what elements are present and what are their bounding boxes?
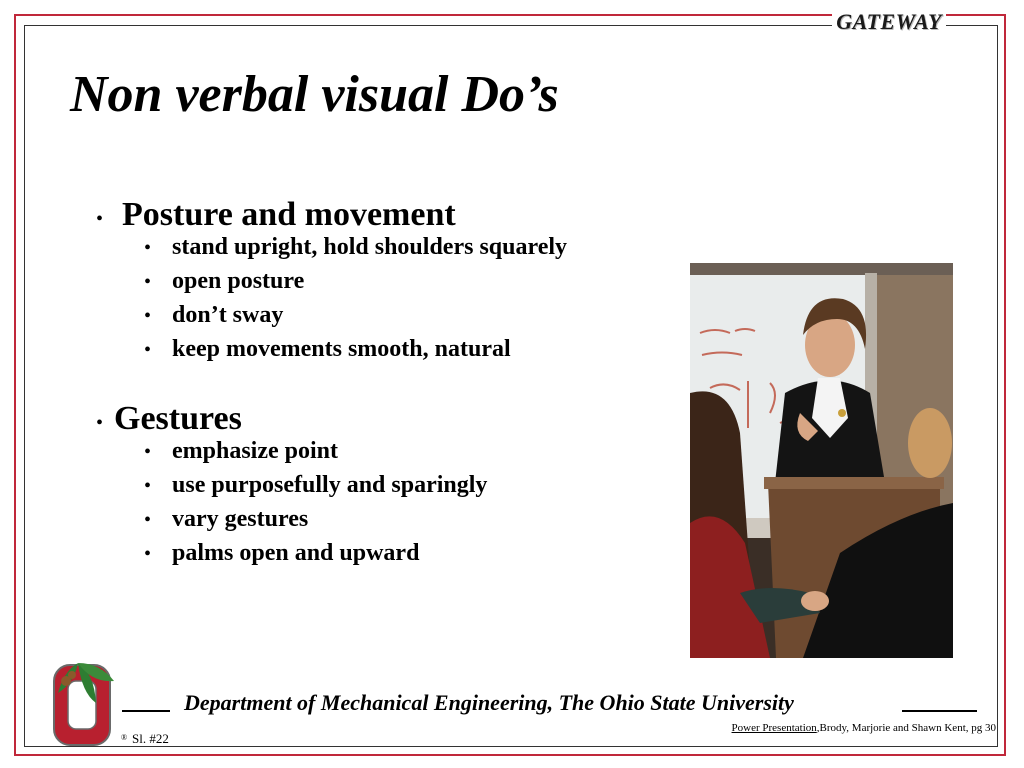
bullet-dot: •	[144, 271, 152, 293]
footer-rule-left	[122, 710, 170, 712]
sub-bullet	[144, 438, 676, 472]
bullet-dot: •	[144, 543, 152, 565]
credit-text: ,Brody, Marjorie and Shawn Kent, pg 30	[816, 722, 996, 734]
bullet-heading: Posture and movement	[122, 196, 456, 233]
sub-bullet	[144, 336, 676, 370]
sub-bullet-text: keep movements smooth, natural	[172, 336, 511, 362]
bullet-dot: •	[144, 237, 152, 259]
department-name: Department of Mechanical Engineering, The Ohio State University	[184, 690, 794, 715]
bullet-dot: •	[144, 305, 152, 327]
registered-mark: ®	[121, 733, 128, 742]
bullet-heading: Gestures	[114, 400, 242, 437]
sub-bullet	[144, 234, 676, 268]
sub-bullet-text: emphasize point	[172, 438, 339, 464]
presenter-illustration	[690, 263, 953, 658]
sub-bullet	[144, 472, 676, 506]
bullet-list	[96, 196, 676, 574]
ohio-state-logo	[48, 657, 118, 749]
bullet-dot: •	[144, 441, 152, 463]
bullet-posture	[96, 196, 676, 234]
sub-bullet-text: vary gestures	[172, 506, 309, 532]
credit-link[interactable]: Power Presentation	[731, 722, 817, 734]
sub-bullet	[144, 506, 676, 540]
bullet-dot: •	[144, 509, 152, 531]
sub-bullet	[144, 268, 676, 302]
bullet-dot: •	[96, 208, 104, 230]
credit-line	[732, 722, 996, 734]
gateway-brand: GATEWAY	[832, 9, 946, 35]
bullet-dot: •	[144, 339, 152, 361]
bullet-dot: •	[144, 475, 152, 497]
block-o-icon	[48, 657, 118, 749]
bullet-gestures	[96, 400, 676, 438]
sub-bullet	[144, 302, 676, 336]
sub-bullet-text: stand upright, hold shoulders squarely	[172, 234, 568, 260]
footer-rule-right	[902, 710, 977, 712]
sub-bullet-text: don’t sway	[172, 302, 284, 328]
bullet-dot: •	[96, 412, 104, 434]
sub-bullet-text: use purposefully and sparingly	[172, 472, 488, 498]
slide-number: Sl. #22	[132, 731, 169, 746]
sub-bullet-text: open posture	[172, 268, 305, 294]
sub-bullet	[144, 540, 676, 574]
presenter-photo	[690, 263, 953, 658]
sub-bullet-text: palms open and upward	[172, 540, 420, 566]
slide-title: Non verbal visual Do’s	[70, 66, 559, 123]
